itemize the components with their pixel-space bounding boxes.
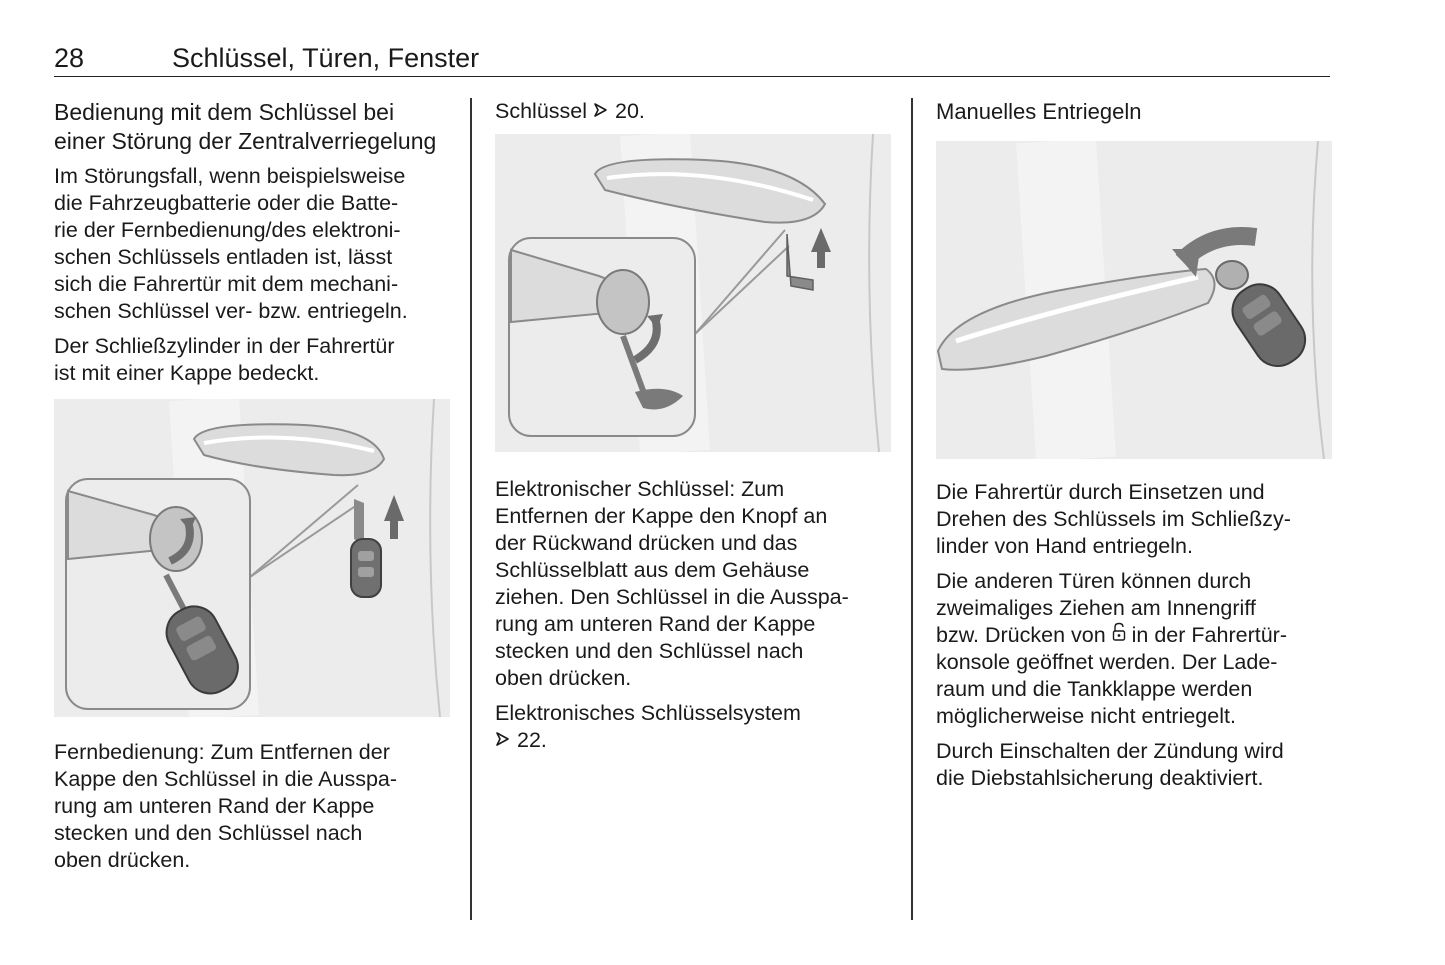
subsection-heading: Bedienung mit dem Schlüssel bei einer Störung der Zentralverriegelung bbox=[54, 99, 437, 154]
xref-page: 22. bbox=[516, 728, 547, 752]
text-line: stecken und den Schlüssel nach bbox=[495, 639, 804, 663]
caption-label: Elektronischer Schlüssel: bbox=[495, 477, 736, 501]
text-line: oben drücken. bbox=[54, 848, 191, 872]
paragraph bbox=[936, 479, 1332, 560]
arrow-right-outline-icon bbox=[495, 727, 511, 754]
text-line: möglicherweise nicht entriegelt. bbox=[936, 704, 1236, 728]
text-line: Die Fahrertür durch Einsetzen und bbox=[936, 480, 1265, 504]
column-divider bbox=[911, 98, 913, 920]
text-line: Zum Entfernen der bbox=[204, 740, 390, 764]
text-line: linder von Hand entriegeln. bbox=[936, 534, 1193, 558]
text-line: sich die Fahrertür mit dem mechani- bbox=[54, 272, 399, 296]
page-number: 28 bbox=[54, 43, 85, 73]
arrow-right-outline-icon bbox=[593, 98, 609, 125]
text-line: Durch Einschalten der Zündung wird bbox=[936, 739, 1284, 763]
unlock-icon bbox=[1112, 622, 1126, 649]
column-middle bbox=[495, 98, 891, 762]
caption-label: Fernbedienung: bbox=[54, 740, 205, 764]
text-line: Kappe den Schlüssel in die Ausspa- bbox=[54, 767, 398, 791]
text-line: die Fahrzeugbatterie oder die Batte- bbox=[54, 191, 399, 215]
paragraph bbox=[54, 163, 450, 325]
text-line: stecken und den Schlüssel nach bbox=[54, 821, 363, 845]
xref-label: Schlüssel bbox=[495, 99, 588, 123]
text-line: Entfernen der Kappe den Knopf an bbox=[495, 504, 828, 528]
text-line: schen Schlüssel ver- bzw. entriegeln. bbox=[54, 299, 408, 323]
text-line: rie der Fernbedienung/des elektroni- bbox=[54, 218, 401, 242]
xref-page: 20. bbox=[614, 99, 645, 123]
subsection-heading: Manuelles Entriegeln bbox=[936, 99, 1142, 124]
text-line: ist mit einer Kappe bedeckt. bbox=[54, 361, 320, 385]
text-line: in der Fahrertür- bbox=[1125, 623, 1287, 647]
paragraph bbox=[936, 568, 1332, 730]
text-line: rung am unteren Rand der Kappe bbox=[495, 612, 816, 636]
section-title: Schlüssel, Türen, Fenster bbox=[172, 43, 480, 73]
column-right bbox=[936, 98, 1332, 800]
text-line: der Rückwand drücken und das bbox=[495, 531, 798, 555]
paragraph bbox=[54, 333, 450, 387]
text-line: zweimaliges Ziehen am Innengriff bbox=[936, 596, 1256, 620]
text-line: konsole geöffnet werden. Der Lade- bbox=[936, 650, 1278, 674]
text-line: Der Schließzylinder in der Fahrertür bbox=[54, 334, 395, 358]
figure-caption bbox=[54, 739, 450, 874]
column-divider bbox=[470, 98, 472, 920]
text-line: oben drücken. bbox=[495, 666, 632, 690]
text-line: Im Störungsfall, wenn beispielsweise bbox=[54, 164, 406, 188]
paragraph bbox=[936, 738, 1332, 792]
text-line: bzw. Drücken von bbox=[936, 623, 1112, 647]
remote-key-cap-illustration bbox=[54, 399, 450, 717]
text-line: die Diebstahlsicherung deaktiviert. bbox=[936, 766, 1264, 790]
text-line: Die anderen Türen können durch bbox=[936, 569, 1252, 593]
page-header bbox=[54, 40, 1330, 77]
cross-reference bbox=[495, 98, 891, 125]
text-line: Schlüsselblatt aus dem Gehäuse bbox=[495, 558, 810, 582]
cross-reference bbox=[495, 700, 891, 754]
text-line: Zum bbox=[735, 477, 785, 501]
text-line: rung am unteren Rand der Kappe bbox=[54, 794, 375, 818]
xref-label: Elektronisches Schlüsselsystem bbox=[495, 701, 801, 725]
column-left bbox=[54, 98, 450, 882]
text-line: schen Schlüssels entladen ist, lässt bbox=[54, 245, 393, 269]
figure-caption bbox=[495, 476, 891, 692]
electronic-key-cap-illustration bbox=[495, 134, 891, 452]
text-line: Drehen des Schlüssels im Schließzy- bbox=[936, 507, 1291, 531]
manual-unlock-illustration bbox=[936, 141, 1332, 459]
text-line: raum und die Tankklappe werden bbox=[936, 677, 1253, 701]
text-line: ziehen. Den Schlüssel in die Ausspa- bbox=[495, 585, 849, 609]
